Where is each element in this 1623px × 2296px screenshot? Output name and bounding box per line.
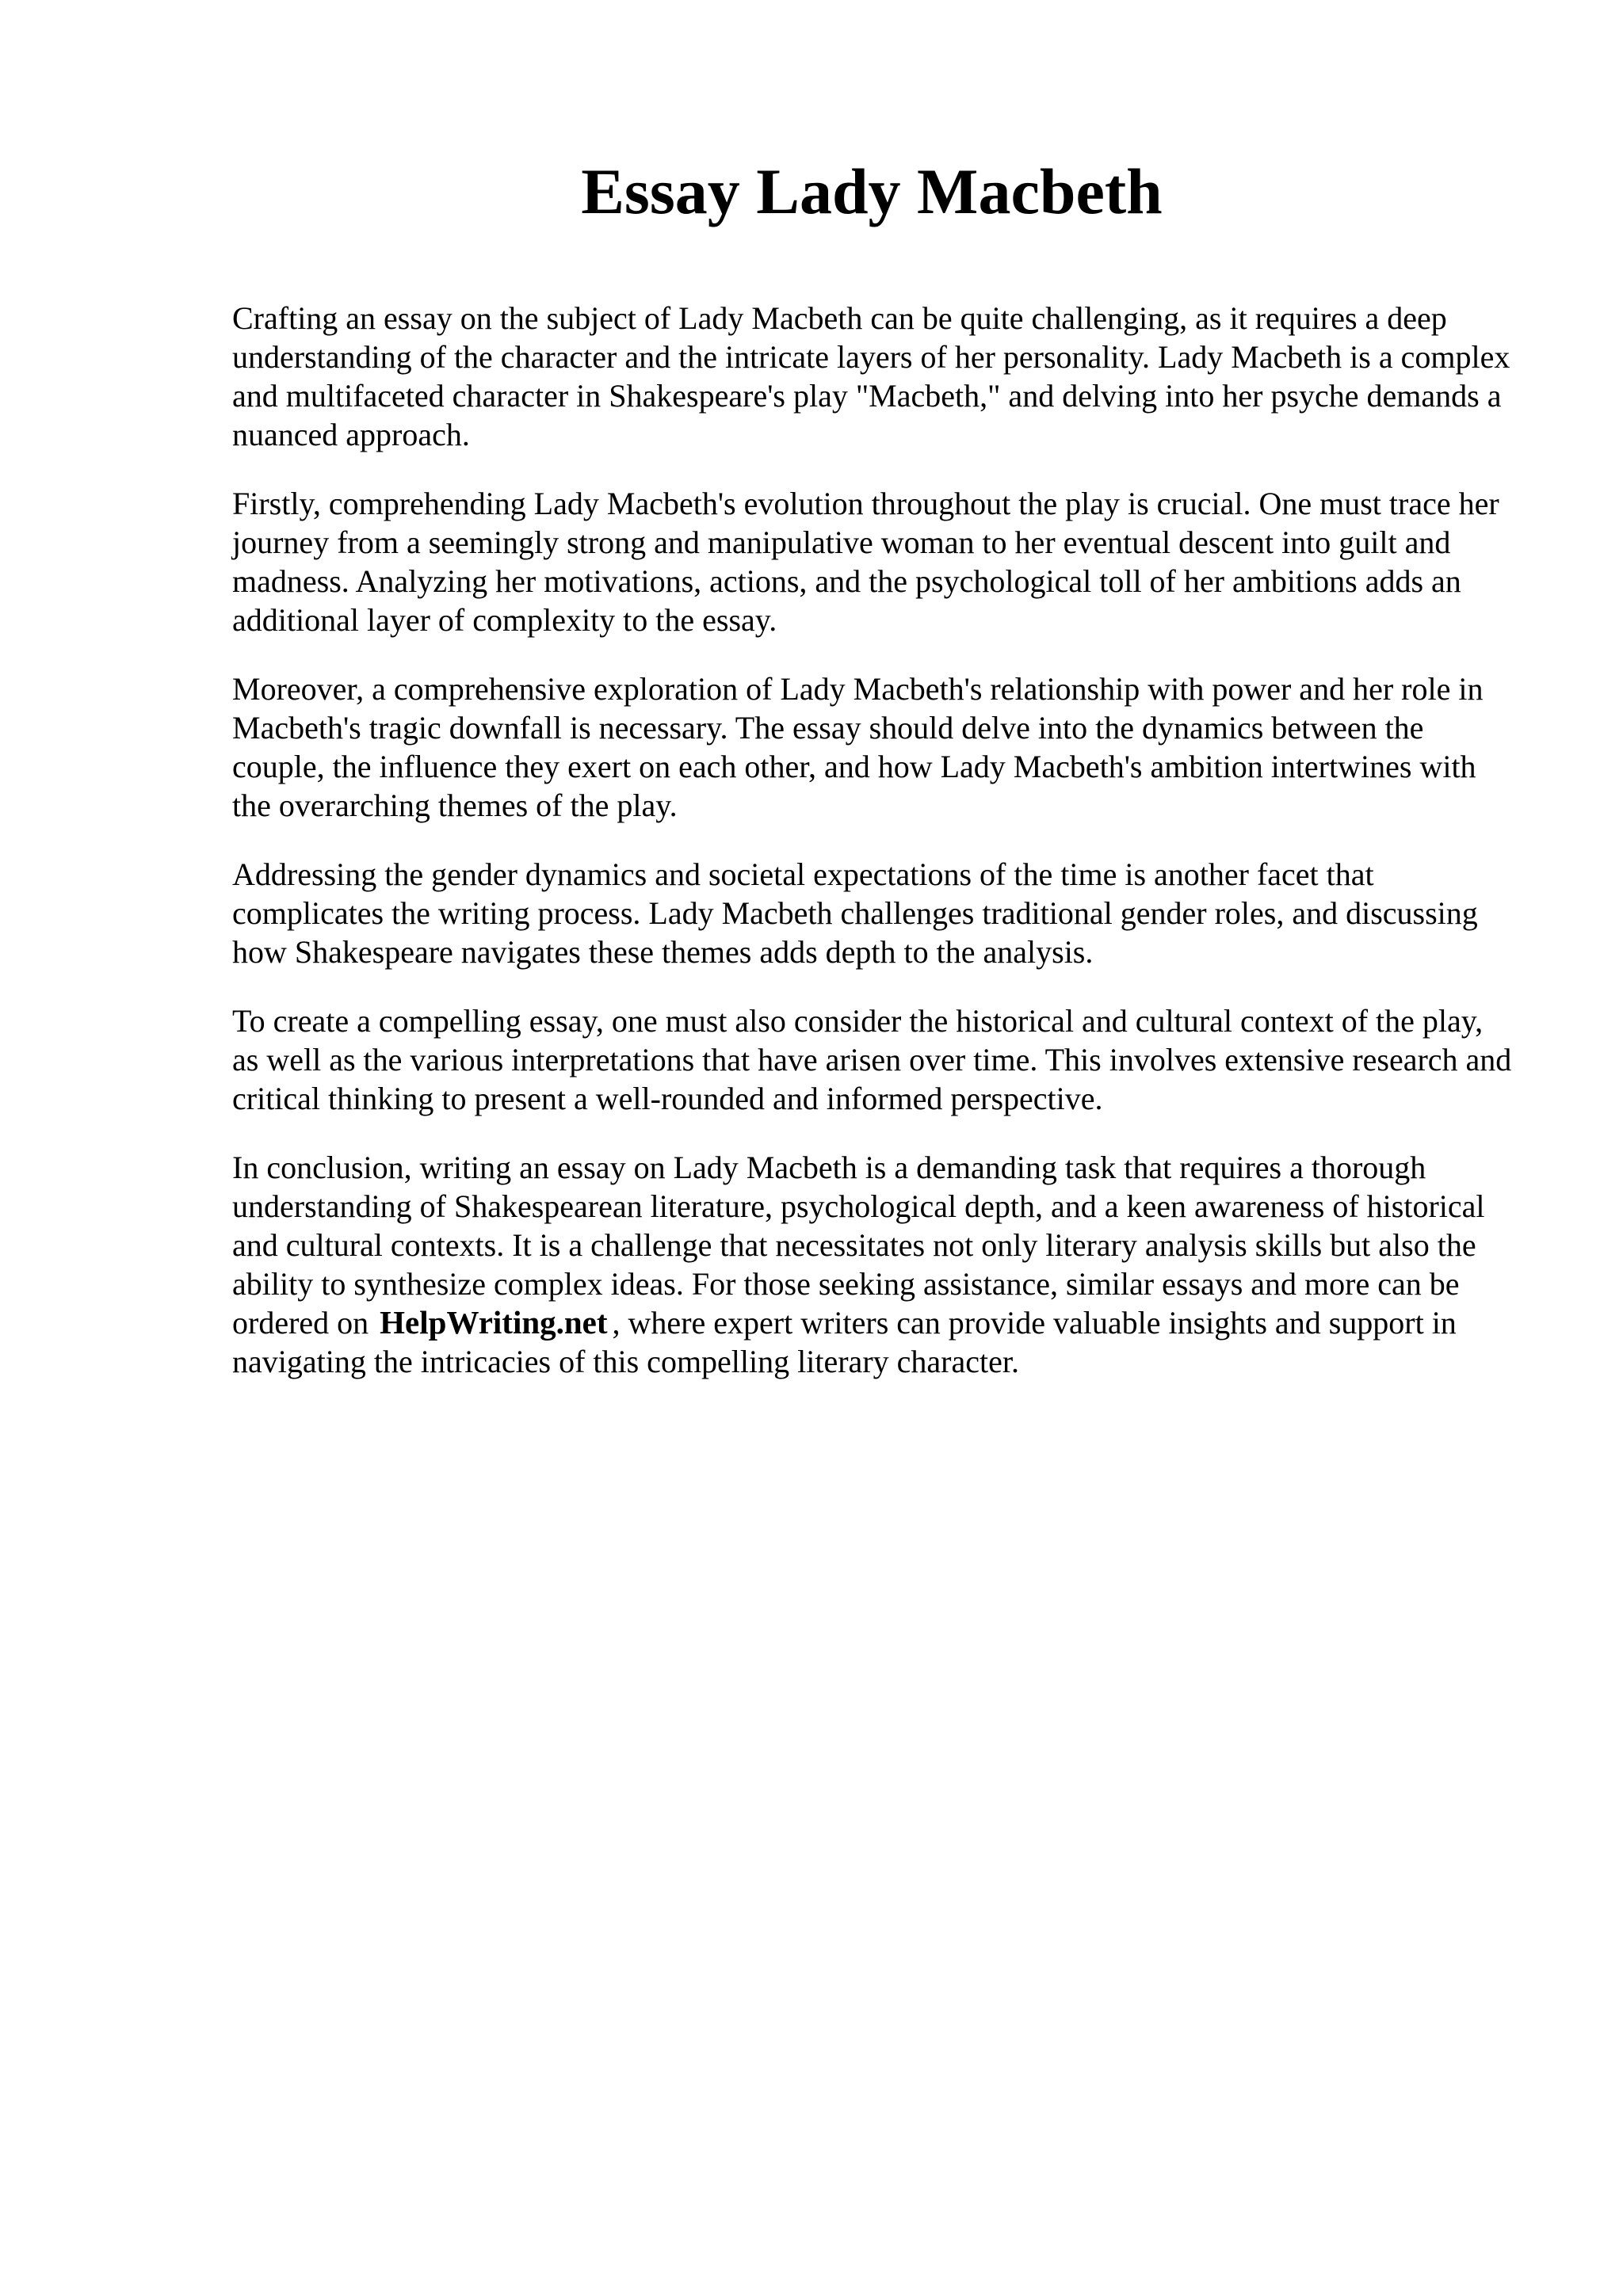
conclusion-text-after: , where expert writers can provide valuable insights and support in navigating the intricacies of this compelling literary character.	[232, 1305, 1457, 1379]
essay-body	[232, 299, 1516, 1411]
paragraph-5: To create a compelling essay, one must also consider the historical and cultural context of the play, as well as the various interpretations that have arisen over time. This involves extensive research and critical thinking to present a well-rounded and informed perspective.	[232, 1003, 1512, 1116]
conclusion-text-before: In conclusion, writing an essay on Lady Macbeth is a demanding task that requires a thorough understanding of Shakespearean literature, psychological depth, and a keen awareness of historical and cultural contexts. It is a challenge that necessitates not only literary analysis skills but also the ability to synthesize complex ideas. For those seeking assistance, similar essays and more can be ordered on	[232, 1150, 1485, 1341]
helpwriting-link[interactable]: HelpWriting.net	[380, 1304, 608, 1341]
paragraph-4: Addressing the gender dynamics and societal expectations of the time is another facet that complicates the writing process. Lady Macbeth challenges traditional gender roles, and discussing how Shakespeare navigates these themes adds depth to the analysis.	[232, 856, 1478, 970]
page-title: Essay Lady Macbeth	[581, 155, 1163, 227]
paragraph-conclusion	[232, 1148, 1516, 1381]
paragraph-2: Firstly, comprehending Lady Macbeth's evolution throughout the play is crucial. One must trace her journey from a seemingly strong and manipulative woman to her eventual descent into guilt and madness. Analyzing her motivations, actions, and the psychological toll of her ambitions adds an additional layer of complexity to the essay.	[232, 486, 1499, 638]
paragraph-1: Crafting an essay on the subject of Lady Macbeth can be quite challenging, as it requires a deep understanding of the character and the intricate layers of her personality. Lady Macbeth is a complex and multifaceted character in Shakespeare's play "Macbeth," and delving into her psyche demands a nuanced approach.	[232, 300, 1510, 452]
paragraph-3: Moreover, a comprehensive exploration of Lady Macbeth's relationship with power and her role in Macbeth's tragic downfall is necessary. The essay should delve into the dynamics between the couple, the influence they exert on each other, and how Lady Macbeth's ambition intertwines with the overarching themes of the play.	[232, 671, 1484, 823]
